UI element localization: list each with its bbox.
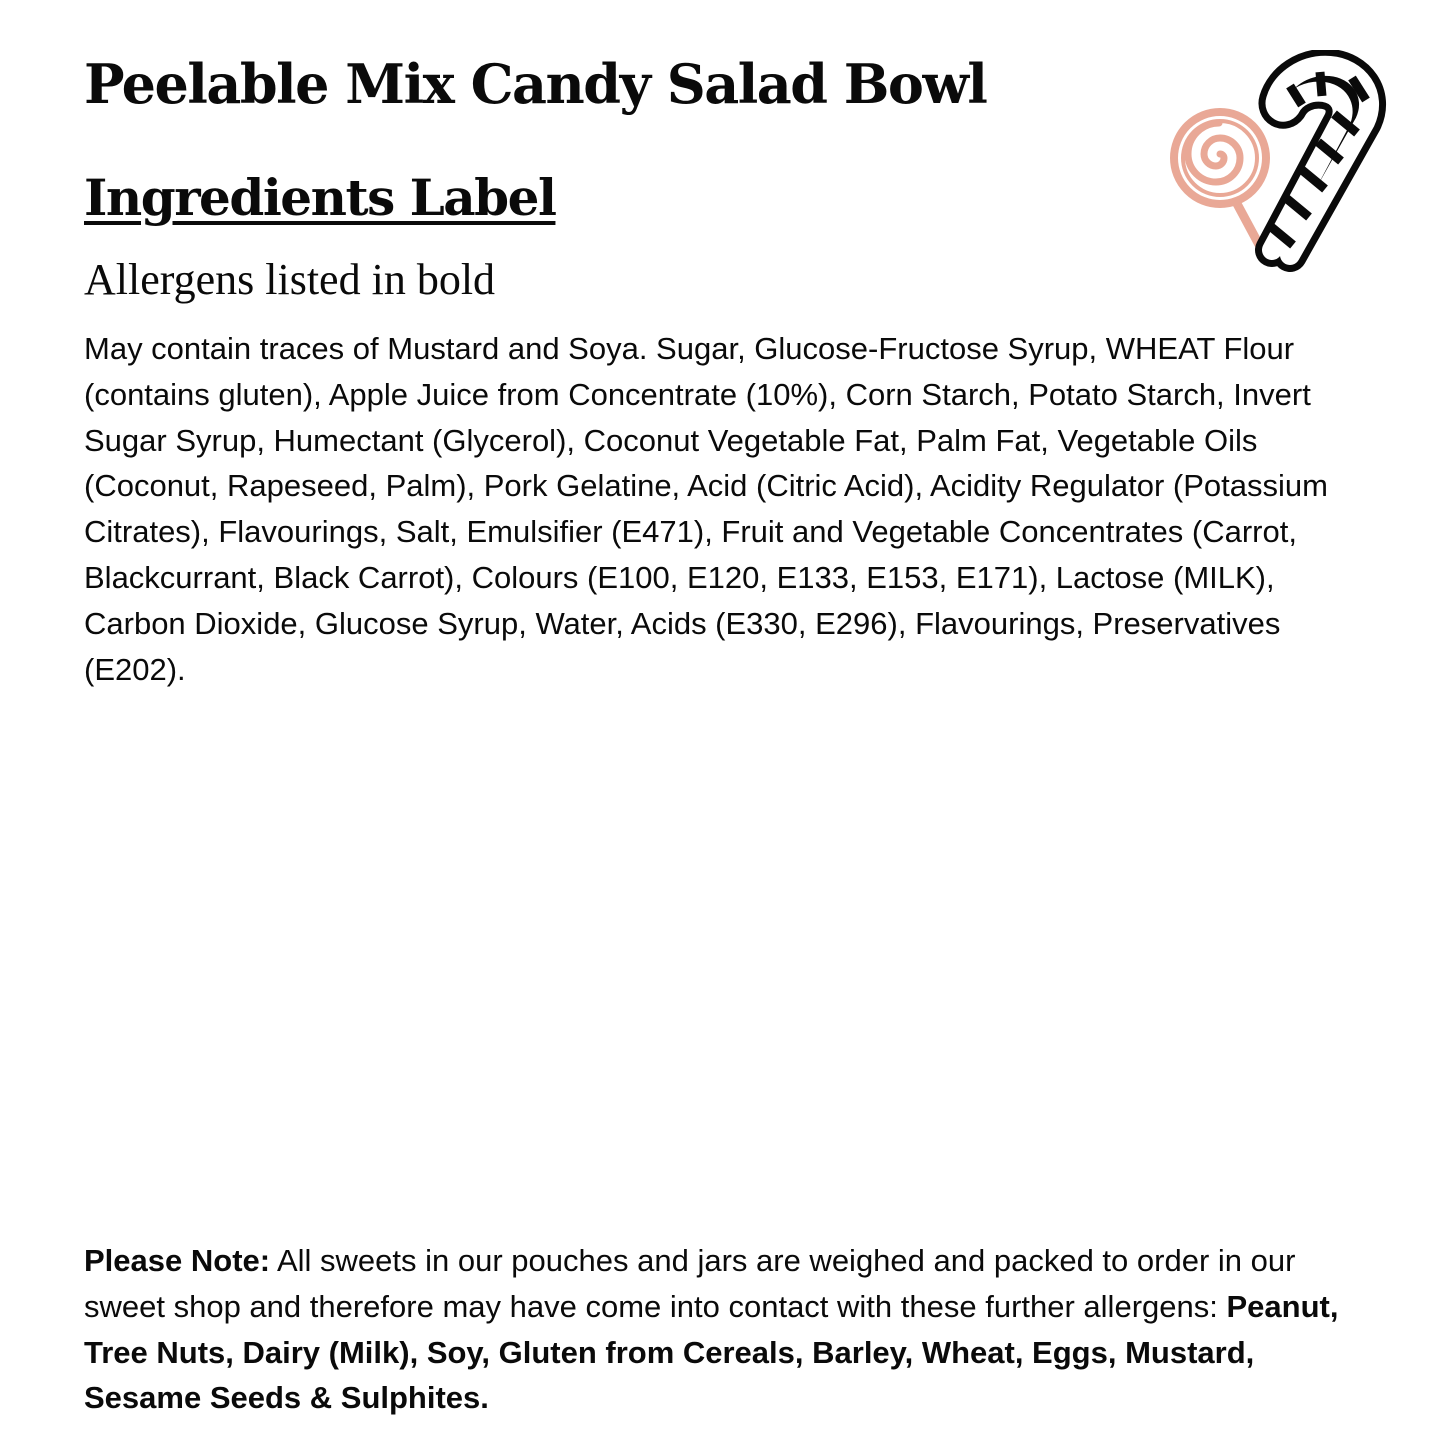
candy-illustration xyxy=(1160,50,1400,290)
please-note-label: Please Note: xyxy=(84,1243,271,1278)
ingredients-heading: Ingredients Label xyxy=(84,168,556,227)
lollipop-icon xyxy=(1174,112,1266,254)
please-note xyxy=(84,1238,1364,1421)
candy-cane-icon xyxy=(1270,66,1369,255)
allergen-note: Allergens listed in bold xyxy=(84,255,496,304)
ingredients-text: May contain traces of Mustard and Soya. Sugar, Glucose-Fructose Syrup, WHEAT Flour (contains gluten), Apple Juice from Concentrate (10%), Corn Starch, Potato Starch, Invert Sugar Syrup, Humectant (Glycerol), Coconut Vegetable Fat, Palm Fat, Vegetable Oils (Coconut, Rapeseed, Palm), Pork Gelatine, Acid (Citric Acid), Acidity Regulator (Potassium Citrates), Flavourings, Salt, Emulsifier (E471), Fruit and Vegetable Concentrates (Carrot, Blackcurrant, Black Carrot), Colours (E100, E120, E133, E153, E171), Lactose (MILK), Carbon Dioxide, Glucose Syrup, Water, Acids (E330, E296), Flavourings, Preservatives (E202). xyxy=(84,331,1328,687)
please-note-text: All sweets in our pouches and jars are weighed and packed to order in our sweet shop and therefore may have come into contact with these further allergens: xyxy=(84,1243,1296,1324)
further-allergens-list: Peanut, Tree Nuts, Dairy (Milk), Soy, Gluten from Cereals, Barley, Wheat, Eggs, Mustard, Sesame Seeds & Sulphites. xyxy=(84,1288,1339,1416)
page-title: Peelable Mix Candy Salad Bowl xyxy=(84,52,987,116)
